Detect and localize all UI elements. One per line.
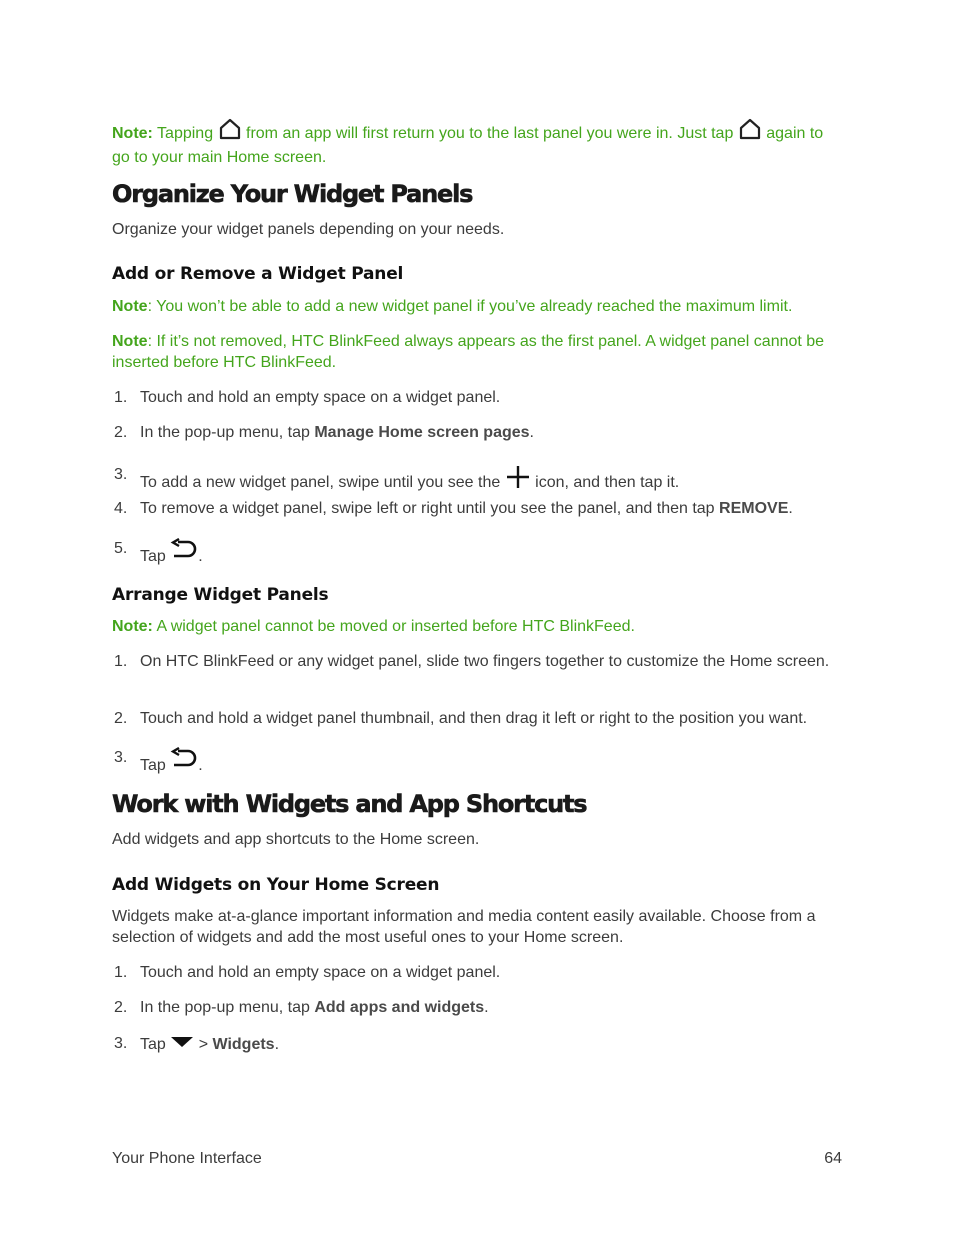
- step-text-pre: Tap: [140, 548, 171, 565]
- step-number: 5.: [114, 540, 128, 557]
- note-text: Tapping: [152, 125, 218, 142]
- step-text-post: .: [529, 424, 534, 441]
- step-text-post: .: [484, 999, 489, 1016]
- note-max-limit: [112, 296, 842, 317]
- step-text: [140, 422, 840, 443]
- footer-section-name: Your Phone Interface: [112, 1150, 262, 1167]
- step-number: 1.: [114, 653, 128, 670]
- plus-icon: [505, 464, 531, 496]
- step-number: 3.: [114, 466, 128, 483]
- note-text: from an app will first return you to the last panel you were in. Just tap: [241, 125, 738, 142]
- subheading-add-remove: Add or Remove a Widget Panel: [112, 264, 404, 284]
- section-title-widgets-shortcuts: Work with Widgets and App Shortcuts: [112, 790, 587, 818]
- step-text: [140, 538, 840, 570]
- step-text: [140, 464, 840, 496]
- step-text: On HTC BlinkFeed or any widget panel, slide two fingers together to customize the Home screen.: [140, 653, 830, 670]
- step-number: 2.: [114, 710, 128, 727]
- step-text: Touch and hold a widget panel thumbnail, and then drag it left or right to the position you want.: [140, 710, 808, 727]
- step-text-post: .: [274, 1036, 280, 1053]
- note-home-return: [112, 117, 842, 168]
- note-text: A widget panel cannot be moved or inserted before HTC BlinkFeed.: [152, 618, 635, 635]
- note-blinkfeed-first: [112, 331, 842, 373]
- note-label: Note: [112, 298, 148, 315]
- step-text-bold: Add apps and widgets: [314, 999, 485, 1016]
- step-text-pre: Tap: [140, 757, 171, 774]
- dropdown-arrow-icon: [170, 1033, 194, 1054]
- step-text: [140, 997, 840, 1018]
- section-intro: Organize your widget panels depending on your needs.: [112, 221, 505, 238]
- step-text-pre: Tap: [140, 1036, 171, 1053]
- step-text: [140, 747, 840, 779]
- step-text: [140, 1033, 840, 1055]
- back-icon: [170, 538, 198, 570]
- step-text-post: .: [788, 500, 793, 517]
- home-icon: [218, 117, 242, 147]
- step-number: 1.: [114, 389, 128, 406]
- subheading-add-widgets: Add Widgets on Your Home Screen: [112, 875, 440, 895]
- step-text-separator: >: [194, 1036, 213, 1053]
- section-intro: Add widgets and app shortcuts to the Home screen.: [112, 831, 480, 848]
- note-text: : You won’t be able to add a new widget panel if you’ve already reached the maximum limit.: [147, 298, 793, 315]
- step-text-pre: In the pop-up menu, tap: [140, 424, 315, 441]
- step-text-pre: In the pop-up menu, tap: [140, 999, 315, 1016]
- step-text-bold: REMOVE: [719, 500, 789, 517]
- step-text-post: .: [198, 757, 203, 774]
- note-arrange: [112, 616, 842, 637]
- step-number: 2.: [114, 424, 128, 441]
- step-number: 4.: [114, 500, 128, 517]
- step-text-bold: Widgets: [212, 1036, 275, 1053]
- step-text: Touch and hold an empty space on a widget panel.: [140, 389, 501, 406]
- add-widgets-intro: Widgets make at-a-glance important information and media content easily available. Choose from a selection of widgets and add the most useful ones to your Home screen.: [112, 908, 816, 946]
- step-number: 3.: [114, 749, 128, 766]
- step-text-pre: To remove a widget panel, swipe left or right until you see the panel, and then tap: [140, 500, 720, 517]
- step-text-post: .: [198, 548, 203, 565]
- step-number: 3.: [114, 1035, 128, 1052]
- back-icon: [170, 747, 198, 779]
- section-title-organize: Organize Your Widget Panels: [112, 180, 473, 208]
- note-label: Note:: [112, 125, 153, 142]
- step-text: [140, 498, 840, 519]
- home-icon: [738, 117, 762, 147]
- note-label: Note: [112, 333, 148, 350]
- note-text: : If it’s not removed, HTC BlinkFeed always appears as the first panel. A widget panel cannot be inserted before HTC BlinkFeed.: [112, 333, 825, 371]
- page-number: 64: [824, 1150, 842, 1167]
- note-label: Note:: [112, 618, 153, 635]
- step-text-pre: To add a new widget panel, swipe until you see the: [140, 474, 505, 491]
- step-text-post: icon, and then tap it.: [530, 474, 680, 491]
- note-text: again to go to your main Home screen.: [112, 125, 824, 166]
- step-number: 2.: [114, 999, 128, 1016]
- step-text-bold: Manage Home screen pages: [314, 424, 530, 441]
- subheading-arrange: Arrange Widget Panels: [112, 585, 329, 605]
- step-text: Touch and hold an empty space on a widget panel.: [140, 964, 501, 981]
- step-number: 1.: [114, 964, 128, 981]
